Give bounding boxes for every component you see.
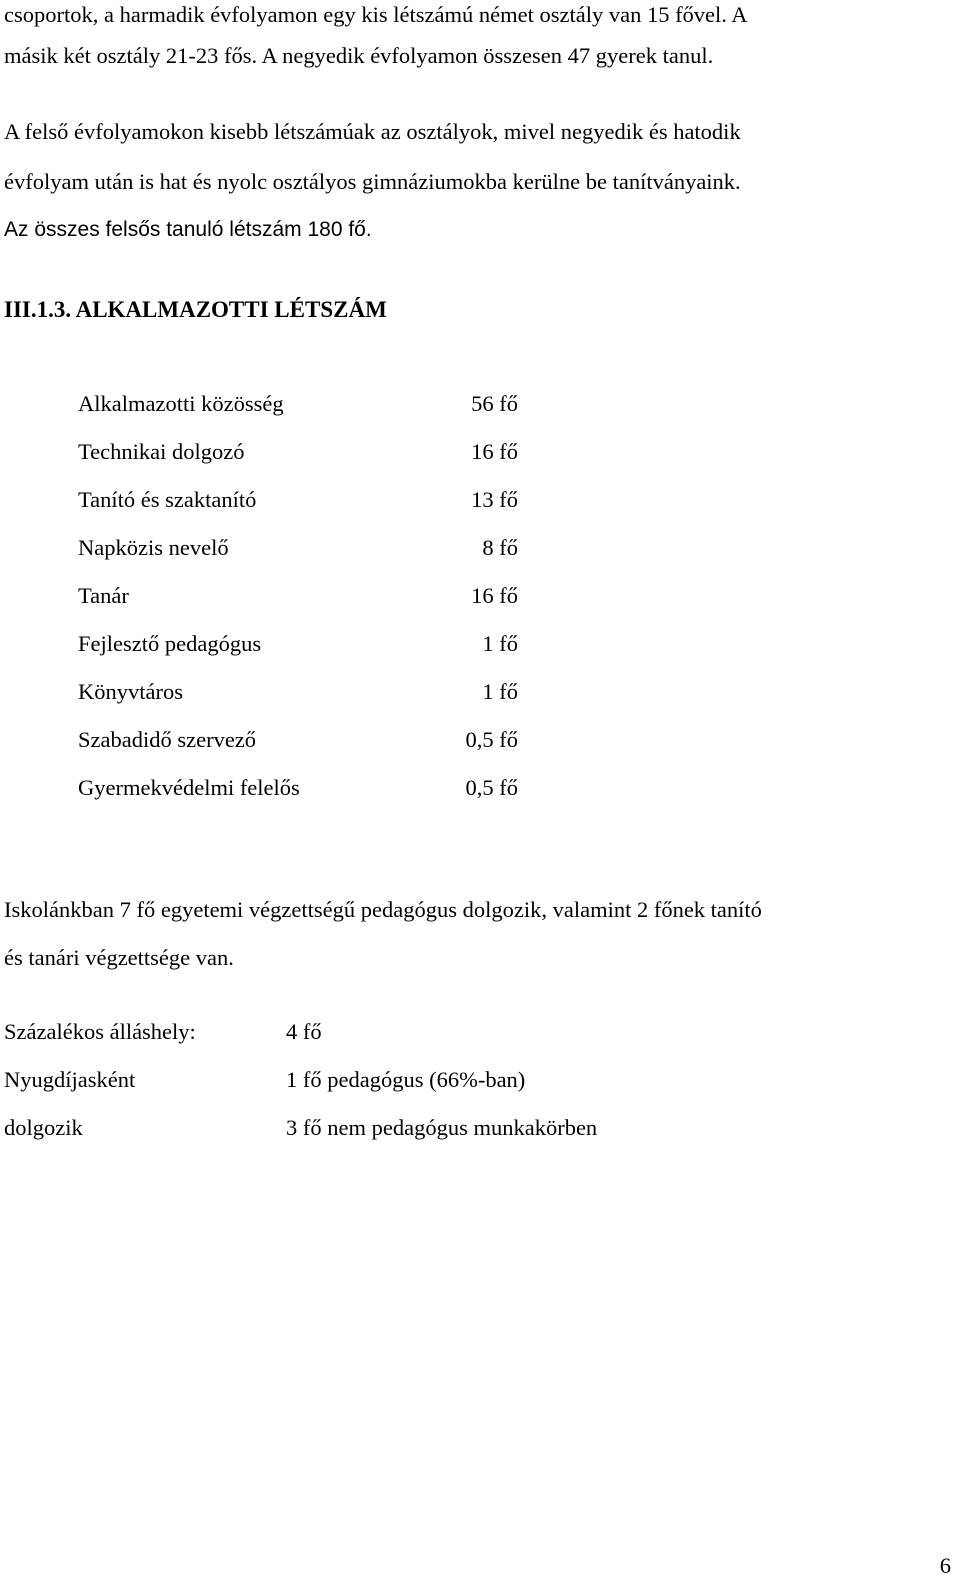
staff-count: 0,5 fő [465,727,518,752]
intro-line-1: csoportok, a harmadik évfolyamon egy kis létszámú német osztály van 15 fővel. A [4,2,748,27]
extra-value: 3 fő nem pedagógus munkakörben [286,1115,598,1140]
staff-role: Tanár [78,583,129,608]
summary-line-2: és tanári végzettsége van. [4,945,234,970]
summary-line-1: Iskolánkban 7 fő egyetemi végzettségű pedagógus dolgozik, valamint 2 főnek tanító [4,897,762,922]
staff-count: 16 fő [471,583,518,608]
staff-count: 56 fő [471,391,518,416]
intro-line-3: A felső évfolyamokon kisebb létszámúak az osztályok, mivel negyedik és hatodik [4,119,741,144]
staff-role: Gyermekvédelmi felelős [78,775,300,800]
extra-label: dolgozik [4,1115,83,1140]
staff-count: 0,5 fő [465,775,518,800]
staff-role: Tanító és szaktanító [78,487,257,512]
staff-role: Napközis nevelő [78,535,229,560]
staff-count: 1 fő [482,631,518,656]
staff-role: Technikai dolgozó [78,439,245,464]
staff-role: Fejlesztő pedagógus [78,631,262,656]
intro-line-4: évfolyam után is hat és nyolc osztályos gimnáziumokba kerülne be tanítványaink. [4,169,741,194]
staff-count: 8 fő [482,535,518,560]
staff-count: 1 fő [482,679,518,704]
extra-value: 1 fő pedagógus (66%-ban) [286,1067,526,1092]
intro-line-5: Az összes felsős tanuló létszám 180 fő. [4,218,372,241]
section-heading: III.1.3. ALKALMAZOTTI LÉTSZÁM [4,297,387,322]
staff-role: Könyvtáros [78,679,183,704]
staff-role: Szabadidő szervező [78,727,257,752]
staff-count: 16 fő [471,439,518,464]
intro-line-2: másik két osztály 21-23 fős. A negyedik évfolyamon összesen 47 gyerek tanul. [4,43,714,68]
staff-count: 13 fő [471,487,518,512]
extra-label: Százalékos álláshely: [4,1019,196,1044]
extra-label: Nyugdíjasként [4,1067,136,1092]
staff-role: Alkalmazotti közösség [78,391,284,416]
extra-value: 4 fő [286,1019,322,1044]
page-number: 6 [939,1553,951,1578]
